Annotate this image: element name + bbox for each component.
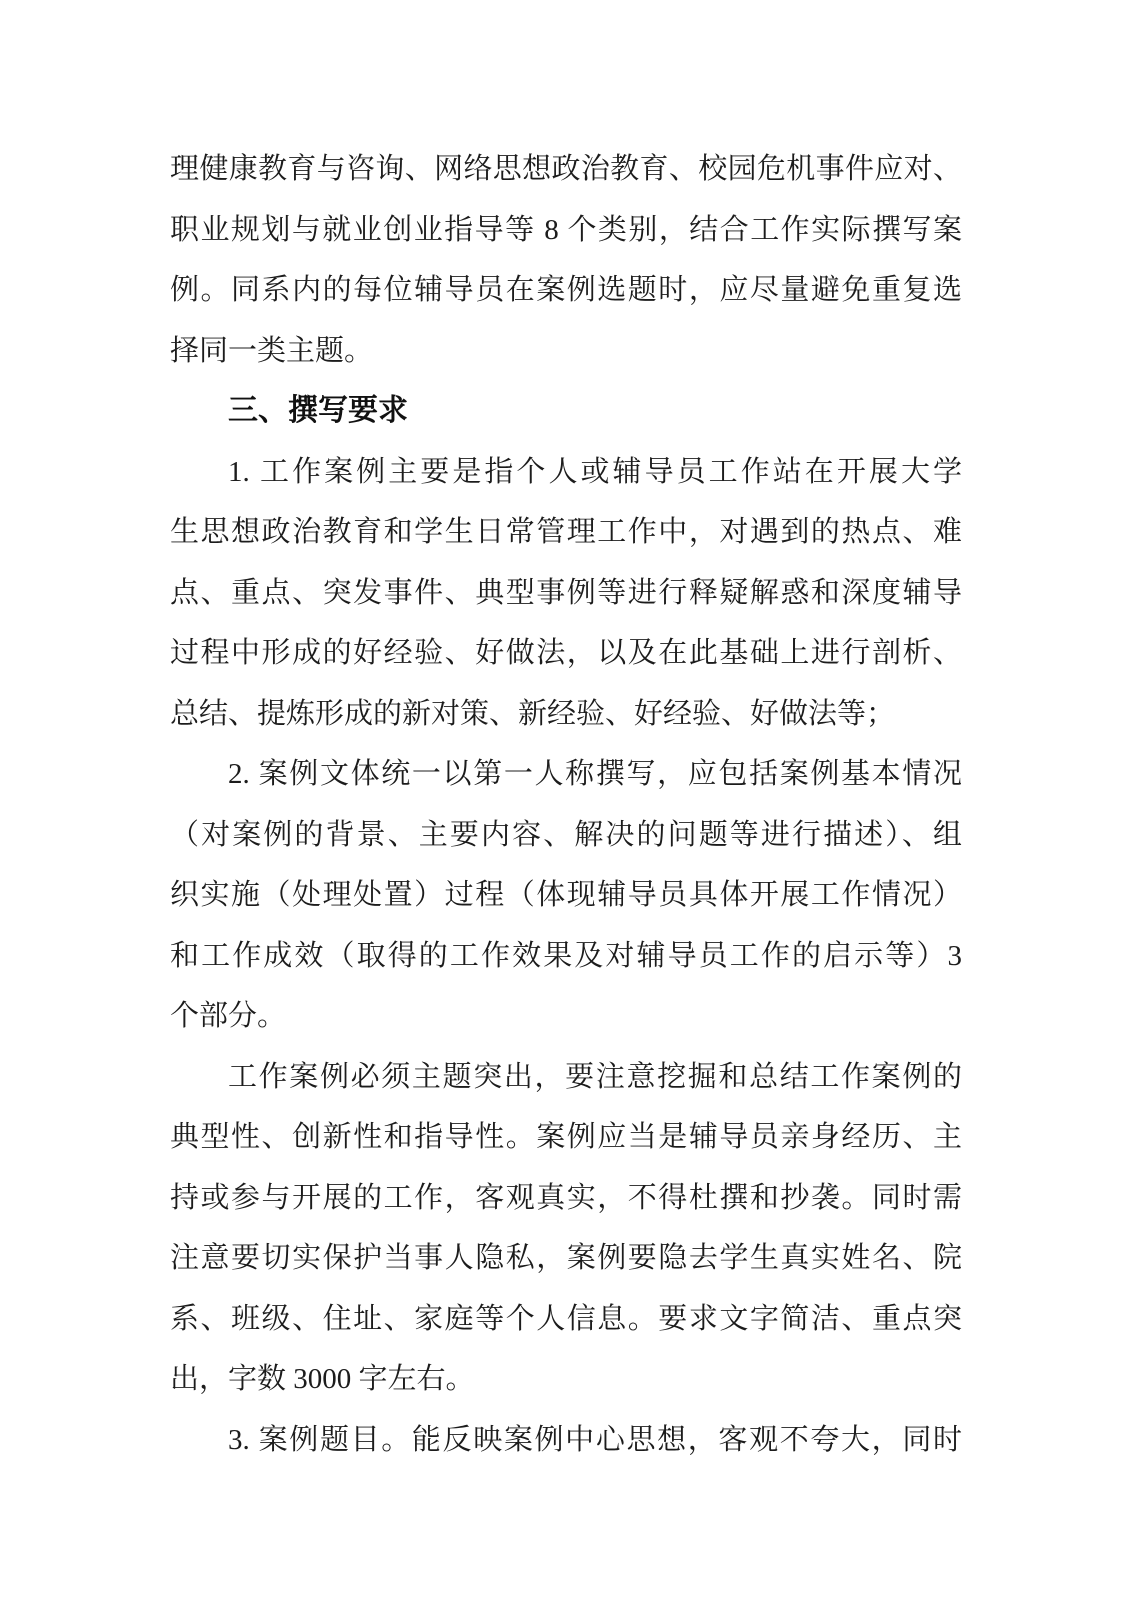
text-line: 织实施（处理处置）过程（体现辅导员具体开展工作情况）: [170, 879, 962, 911]
text-line: 1. 工作案例主要是指个人或辅导员工作站在开展大学: [228, 455, 962, 488]
text-line: 职业规划与就业创业指导等 8 个类别，结合工作实际撰写案: [170, 213, 962, 246]
text-line: 2. 案例文体统一以第一人称撰写，应包括案例基本情况: [228, 758, 962, 790]
text-line: 出，字数 3000 字左右。: [170, 1363, 475, 1395]
text-line: 过程中形成的好经验、好做法，以及在此基础上进行剖析、: [170, 637, 962, 669]
text-line: 例。同系内的每位辅导员在案例选题时，应尽量避免重复选: [170, 274, 962, 306]
text-line: 个部分。: [170, 1000, 287, 1032]
text-line: 择同一类主题。: [170, 334, 374, 367]
text-line: 3. 案例题目。能反映案例中心思想，客观不夸大，同时: [228, 1423, 962, 1456]
text-line: 工作案例必须主题突出，要注意挖掘和总结工作案例的: [228, 1060, 962, 1093]
text-line: 生思想政治教育和学生日常管理工作中，对遇到的热点、难: [170, 516, 962, 548]
text-line: 总结、提炼形成的新对策、新经验、好经验、好做法等；: [170, 697, 896, 730]
document-body: [170, 139, 962, 1470]
text-line: 注意要切实保护当事人隐私，案例要隐去学生真实姓名、院: [170, 1242, 962, 1274]
text-line: 点、重点、突发事件、典型事例等进行释疑解惑和深度辅导: [170, 576, 962, 609]
section-heading: 三、撰写要求: [228, 394, 408, 427]
text-line: 持或参与开展的工作，客观真实，不得杜撰和抄袭。同时需: [170, 1181, 962, 1214]
text-line: 典型性、创新性和指导性。案例应当是辅导员亲身经历、主: [170, 1121, 962, 1153]
text-line: 和工作成效（取得的工作效果及对辅导员工作的启示等）3: [170, 939, 962, 972]
text-line: 系、班级、住址、家庭等个人信息。要求文字简洁、重点突: [170, 1302, 962, 1335]
text-line: （对案例的背景、主要内容、解决的问题等进行描述）、组: [170, 818, 962, 851]
text-line: 理健康教育与咨询、网络思想政治教育、校园危机事件应对、: [170, 153, 962, 185]
